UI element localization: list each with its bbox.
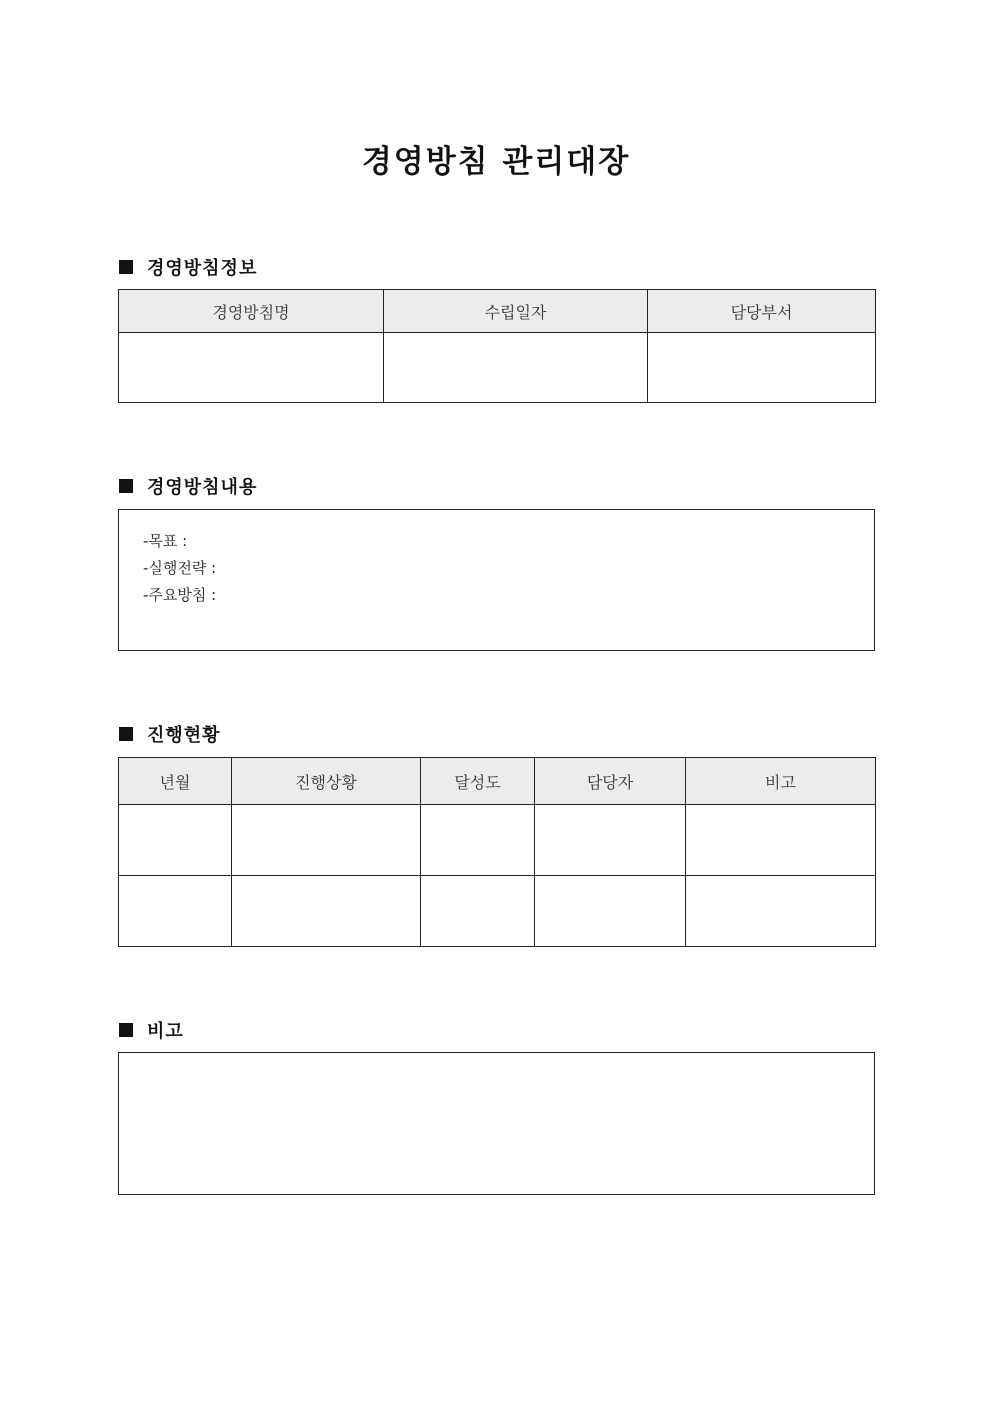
table-row (119, 805, 876, 876)
section-heading-label: 비고 (147, 1021, 184, 1042)
info-table (118, 289, 876, 403)
column-header: 담당부서 (648, 290, 876, 333)
column-header: 수립일자 (384, 290, 648, 333)
table-row (119, 876, 876, 947)
column-header: 진행상황 (232, 758, 421, 805)
square-bullet-icon (119, 727, 133, 741)
section-heading-label: 경영방침정보 (147, 258, 258, 279)
table-cell[interactable] (648, 333, 876, 403)
table-header-row (119, 290, 876, 333)
table-cell[interactable] (119, 333, 384, 403)
table-cell[interactable] (232, 805, 421, 876)
page-title: 경영방침 관리대장 (361, 144, 631, 180)
square-bullet-icon (119, 479, 133, 493)
table-cell[interactable] (686, 876, 876, 947)
section-heading-label: 경영방침내용 (147, 477, 258, 498)
column-header: 비고 (686, 758, 876, 805)
table-cell[interactable] (686, 805, 876, 876)
table-cell[interactable] (535, 805, 686, 876)
table-cell[interactable] (421, 805, 535, 876)
square-bullet-icon (119, 260, 133, 274)
table-cell[interactable] (384, 333, 648, 403)
table-cell[interactable] (232, 876, 421, 947)
table-cell[interactable] (535, 876, 686, 947)
column-header: 달성도 (421, 758, 535, 805)
section-heading-remarks (119, 1017, 184, 1043)
section-heading-info (119, 254, 257, 280)
table-cell[interactable] (421, 876, 535, 947)
table-cell[interactable] (119, 876, 232, 947)
progress-table (118, 757, 876, 947)
remarks-box[interactable] (118, 1052, 875, 1195)
content-line-goal: -목표 : (143, 532, 188, 550)
column-header: 년월 (119, 758, 232, 805)
section-heading-content (119, 473, 257, 499)
section-heading-progress (119, 721, 221, 747)
section-heading-label: 진행현황 (147, 725, 221, 746)
column-header: 경영방침명 (119, 290, 384, 333)
content-box[interactable] (118, 509, 875, 651)
table-cell[interactable] (119, 805, 232, 876)
table-row (119, 333, 876, 403)
content-line-policy: -주요방침 : (143, 586, 217, 604)
column-header: 담당자 (535, 758, 686, 805)
table-header-row (119, 758, 876, 805)
square-bullet-icon (119, 1023, 133, 1037)
content-line-strategy: -실행전략 : (143, 559, 217, 577)
